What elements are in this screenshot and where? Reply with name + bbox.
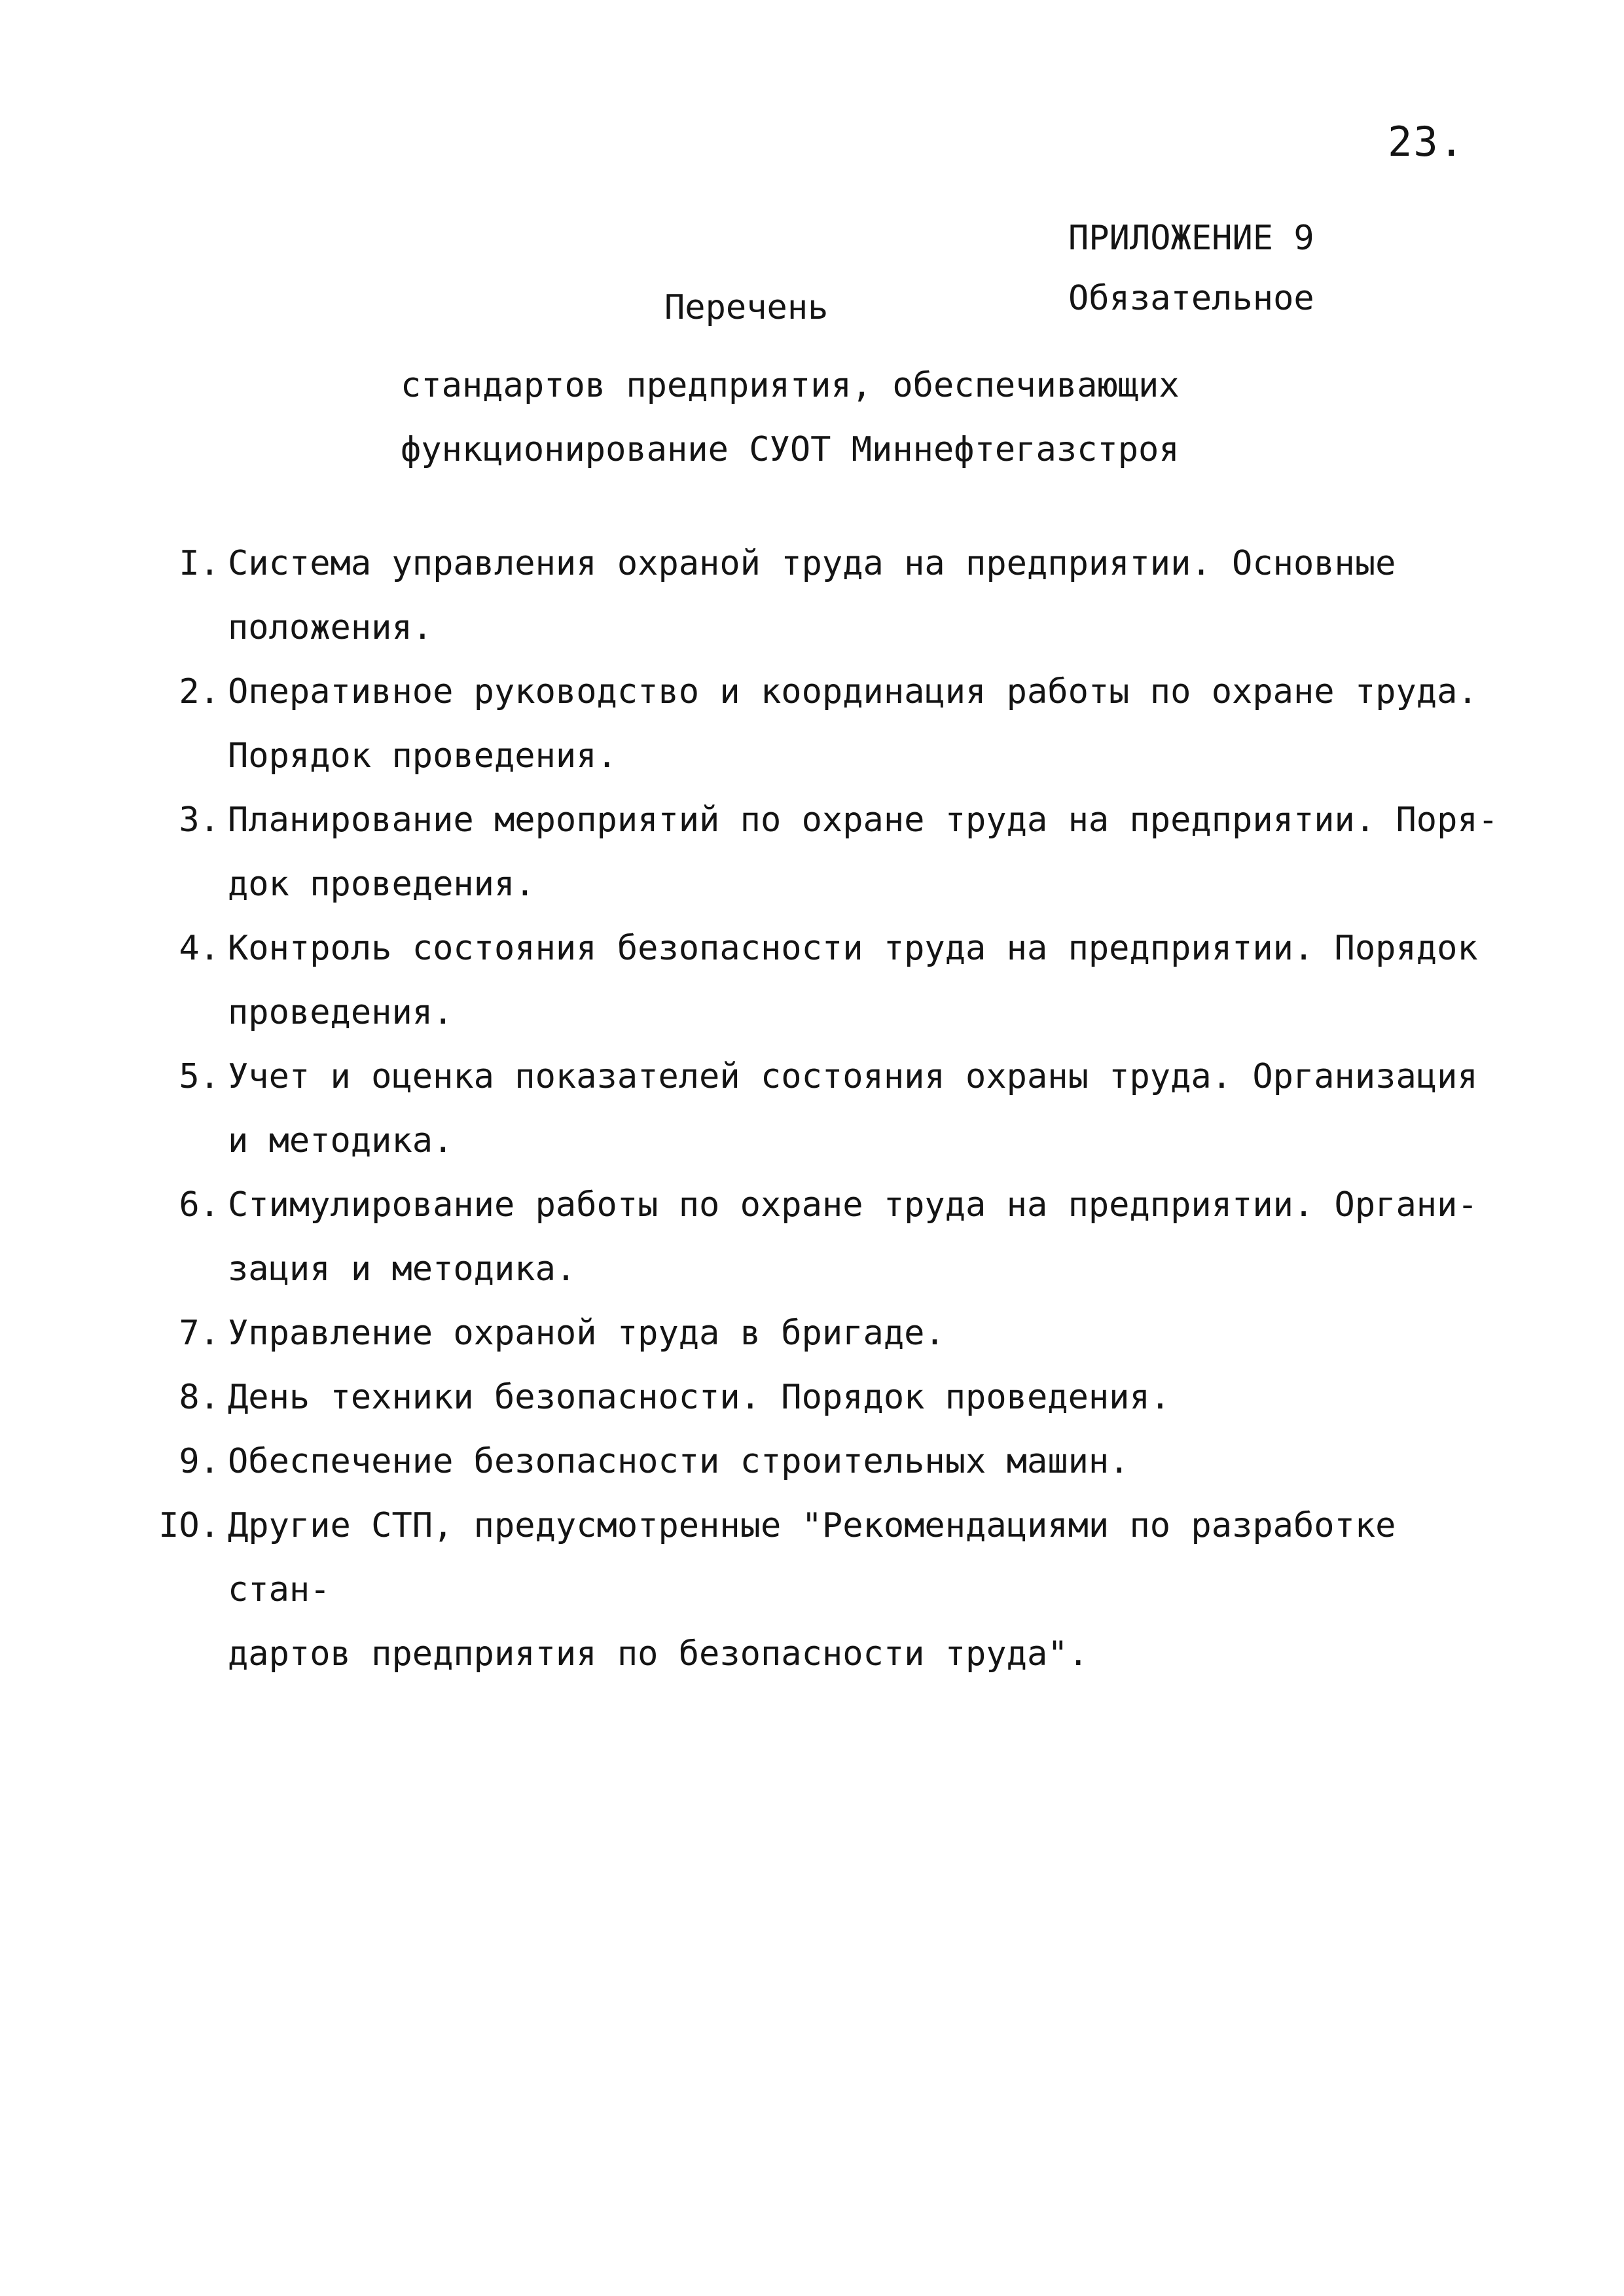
subtitle-line-2: функционирование СУОТ Миннефтегазстроя bbox=[401, 430, 1180, 469]
item-number: 5. bbox=[179, 1057, 220, 1096]
list-item bbox=[157, 1429, 1506, 1494]
item-number: 3. bbox=[179, 800, 220, 840]
item-number: I. bbox=[179, 544, 220, 583]
item-line-1: Управление охраной труда в бригаде. bbox=[228, 1314, 945, 1353]
item-line-1: Обеспечение безопасности строительных машин. bbox=[228, 1442, 1130, 1481]
item-number: 4. bbox=[179, 929, 220, 968]
list-item bbox=[157, 660, 1506, 788]
item-number: 8. bbox=[179, 1378, 220, 1417]
item-line-2: и методика. bbox=[228, 1121, 454, 1160]
item-line-2: положения. bbox=[228, 608, 433, 647]
item-number: 9. bbox=[179, 1442, 220, 1481]
item-line-1: Другие СТП, предусмотренные "Рекомендациями по разработке стан- bbox=[228, 1506, 1416, 1609]
item-line-1: Оперативное руководство и координация работы по охране труда. bbox=[228, 672, 1478, 711]
item-line-2: зация и методика. bbox=[228, 1249, 577, 1289]
item-number: IO. bbox=[158, 1506, 220, 1545]
list-item bbox=[157, 1494, 1506, 1686]
item-number: 7. bbox=[179, 1314, 220, 1353]
page-number: 23. bbox=[1388, 118, 1465, 166]
list-item bbox=[157, 1301, 1506, 1365]
item-line-1: Планирование мероприятий по охране труда на предприятии. Поря- bbox=[228, 800, 1499, 840]
standards-list bbox=[157, 531, 1506, 1686]
item-line-2: док проведения. bbox=[228, 865, 535, 904]
annex-header bbox=[1068, 208, 1314, 329]
list-item bbox=[157, 916, 1506, 1045]
item-line-1: Стимулирование работы по охране труда на предприятии. Органи- bbox=[228, 1185, 1478, 1225]
document-subtitle bbox=[401, 353, 1180, 482]
item-line-2: проведения. bbox=[228, 993, 454, 1032]
list-item bbox=[157, 1365, 1506, 1429]
subtitle-line-1: стандартов предприятия, обеспечивающих bbox=[401, 366, 1180, 405]
list-item bbox=[157, 1045, 1506, 1173]
list-item bbox=[157, 1173, 1506, 1301]
annex-status: Обязательное bbox=[1068, 279, 1314, 318]
list-item bbox=[157, 788, 1506, 916]
item-line-2: Порядок проведения. bbox=[228, 736, 617, 776]
item-line-1: Контроль состояния безопасности труда на предприятии. Порядок bbox=[228, 929, 1478, 968]
document-title: Перечень bbox=[664, 288, 829, 327]
list-item bbox=[157, 531, 1506, 660]
item-number: 6. bbox=[179, 1185, 220, 1225]
item-line-1: День техники безопасности. Порядок проведения. bbox=[228, 1378, 1171, 1417]
annex-label: ПРИЛОЖЕНИЕ 9 bbox=[1068, 219, 1314, 258]
item-line-1: Система управления охраной труда на предприятии. Основные bbox=[228, 544, 1396, 583]
item-number: 2. bbox=[179, 672, 220, 711]
item-line-1: Учет и оценка показателей состояния охраны труда. Организация bbox=[228, 1057, 1478, 1096]
item-line-2: дартов предприятия по безопасности труда". bbox=[228, 1634, 1089, 1674]
